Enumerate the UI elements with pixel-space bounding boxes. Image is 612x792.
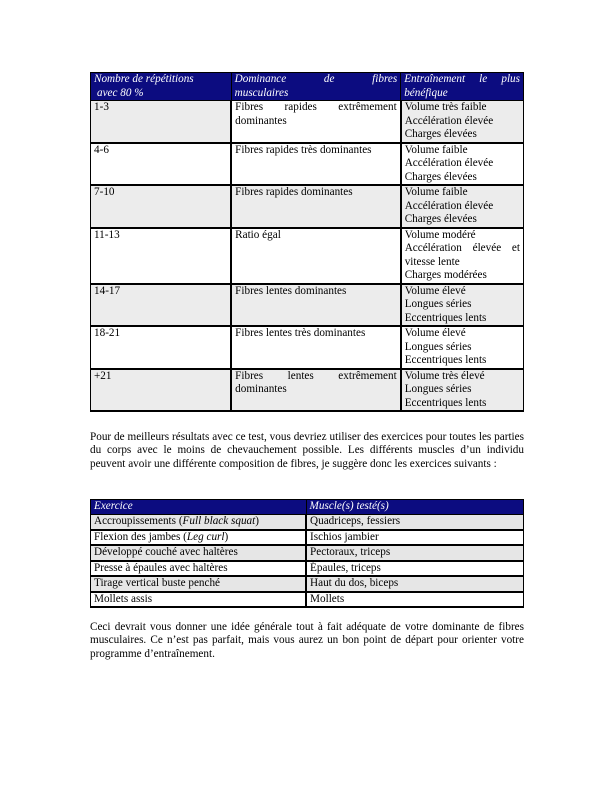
table-row bbox=[91, 530, 524, 546]
table-row bbox=[91, 561, 524, 577]
header-training: Entraînement le plus bénéfique bbox=[401, 73, 524, 101]
dominance-cell: Fibres lentes extrêmement dominantes bbox=[231, 369, 401, 412]
muscle-cell: Épaules, triceps bbox=[306, 561, 523, 577]
muscle-cell: Ischios jambier bbox=[306, 530, 523, 546]
reps-cell: +21 bbox=[91, 369, 232, 412]
table-row bbox=[91, 515, 524, 530]
dominance-cell: Fibres rapides très dominantes bbox=[231, 143, 401, 186]
table-row bbox=[91, 576, 524, 592]
table-header-row bbox=[91, 500, 524, 515]
table-row bbox=[91, 185, 524, 228]
table-row bbox=[91, 545, 524, 561]
table-row bbox=[91, 592, 524, 608]
training-cell: Volume très élevé Longues séries Eccentriques lents bbox=[401, 369, 524, 412]
muscle-cell: Mollets bbox=[306, 592, 523, 608]
muscle-cell: Quadriceps, fessiers bbox=[306, 515, 523, 530]
reps-cell: 7-10 bbox=[91, 185, 232, 228]
intro-paragraph: Pour de meilleurs résultats avec ce test, vous devriez utiliser des exercices pour toutes les parties du corps avec le moins de chevauchement possible. Les différents muscles d’un individu peuvent avoir une différente composition de fibres, je suggère donc les exercices suivants : bbox=[90, 431, 524, 470]
training-cell: Volume faible Accélération élevée Charges élevées bbox=[401, 185, 524, 228]
dominance-cell: Fibres rapides extrêmement dominantes bbox=[231, 101, 401, 143]
training-cell: Volume très faible Accélération élevée Charges élevées bbox=[401, 101, 524, 143]
table-row bbox=[91, 369, 524, 412]
muscle-cell: Pectoraux, triceps bbox=[306, 545, 523, 561]
header-repetitions: Nombre de répétitions avec 80 % bbox=[91, 73, 232, 101]
reps-cell: 18-21 bbox=[91, 326, 232, 369]
dominance-cell: Fibres lentes très dominantes bbox=[231, 326, 401, 369]
reps-cell: 14-17 bbox=[91, 284, 232, 327]
training-cell: Volume faible Accélération élevée Charges élevées bbox=[401, 143, 524, 186]
header-dominance: Dominance de fibres musculaires bbox=[231, 73, 401, 101]
table-row bbox=[91, 228, 524, 284]
exercise-cell: Flexion des jambes (Leg curl) bbox=[91, 530, 307, 546]
training-cell: Volume modéré Accélération élevée et vitesse lente Charges modérées bbox=[401, 228, 524, 284]
table-row bbox=[91, 326, 524, 369]
repetitions-fiber-table bbox=[90, 72, 524, 412]
muscle-cell: Haut du dos, biceps bbox=[306, 576, 523, 592]
header-muscles: Muscle(s) testé(s) bbox=[306, 500, 523, 515]
exercise-cell: Développé couché avec haltères bbox=[91, 545, 307, 561]
training-cell: Volume élevé Longues séries Eccentriques lents bbox=[401, 284, 524, 327]
table-row bbox=[91, 101, 524, 143]
header-exercise: Exercice bbox=[91, 500, 307, 515]
exercise-cell: Mollets assis bbox=[91, 592, 307, 608]
exercise-cell: Accroupissements (Full black squat) bbox=[91, 515, 307, 530]
conclusion-paragraph: Ceci devrait vous donner une idée générale tout à fait adéquate de votre dominante de fibres musculaires. Ce n’est pas parfait, mais vous aurez un bon point de départ pour orienter votre programme d’entraînement. bbox=[90, 621, 524, 660]
table-header-row bbox=[91, 73, 524, 101]
dominance-cell: Ratio égal bbox=[231, 228, 401, 284]
dominance-cell: Fibres rapides dominantes bbox=[231, 185, 401, 228]
reps-cell: 1-3 bbox=[91, 101, 232, 143]
exercise-cell: Tirage vertical buste penché bbox=[91, 576, 307, 592]
training-cell: Volume élevé Longues séries Eccentriques lents bbox=[401, 326, 524, 369]
table-row bbox=[91, 284, 524, 327]
exercise-cell: Presse à épaules avec haltères bbox=[91, 561, 307, 577]
table-row bbox=[91, 143, 524, 186]
exercise-muscle-table bbox=[90, 499, 524, 608]
reps-cell: 4-6 bbox=[91, 143, 232, 186]
reps-cell: 11-13 bbox=[91, 228, 232, 284]
dominance-cell: Fibres lentes dominantes bbox=[231, 284, 401, 327]
